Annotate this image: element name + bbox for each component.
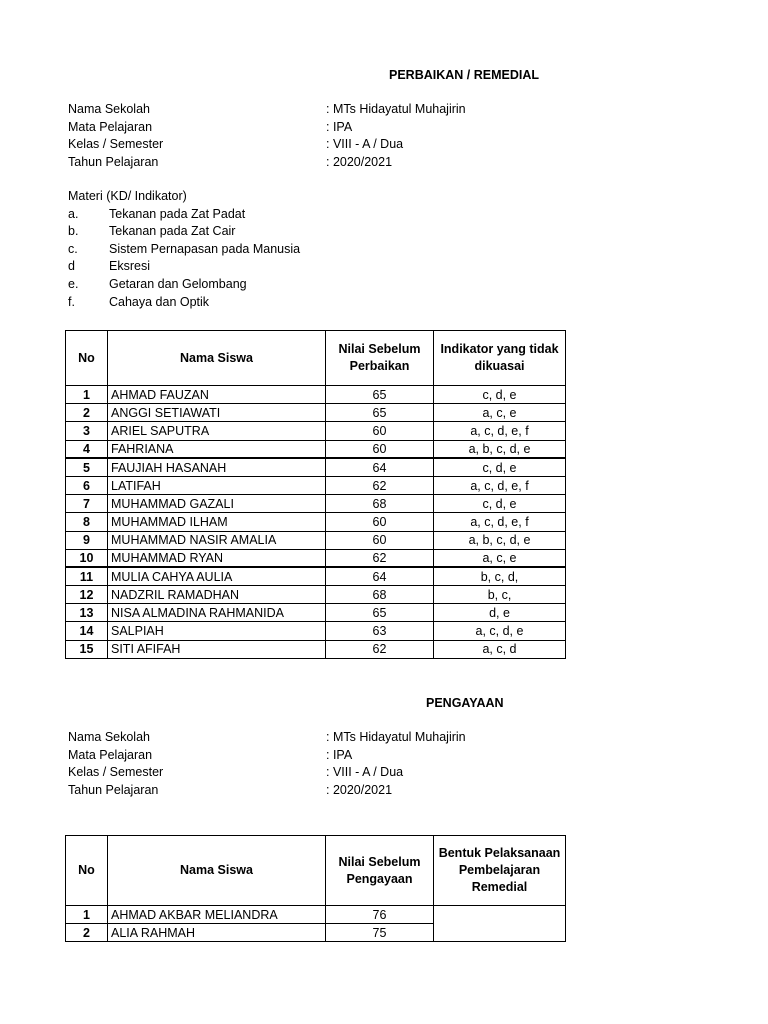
row-indikator: a, c, d, e, f: [434, 476, 566, 494]
row-nilai: 65: [326, 404, 434, 422]
row-no: 12: [66, 586, 108, 604]
row-nama: ANGGI SETIAWATI: [108, 404, 326, 422]
info-row: [68, 137, 404, 155]
row-nama: FAHRIANA: [108, 440, 326, 458]
row-nilai: 64: [326, 567, 434, 585]
table-row: [66, 586, 566, 604]
row-indikator: a, c, e: [434, 549, 566, 567]
row-nilai: 63: [326, 622, 434, 640]
row-no: 11: [66, 567, 108, 585]
row-indikator: a, c, d, e, f: [434, 513, 566, 531]
info-row: [68, 765, 404, 783]
info-label: Tahun Pelajaran: [68, 154, 159, 169]
row-indikator: c, d, e: [434, 386, 566, 404]
row-indikator: a, b, c, d, e: [434, 440, 566, 458]
info-value: : IPA: [326, 747, 353, 762]
materi-letter: c.: [68, 241, 78, 256]
row-no: 1: [66, 906, 108, 924]
row-nama: SITI AFIFAH: [108, 640, 326, 658]
materi-item: [68, 241, 301, 260]
table-row: [66, 531, 566, 549]
header-indikator-line1: Indikator yang tidak: [440, 342, 559, 356]
row-nama: AHMAD FAUZAN: [108, 386, 326, 404]
info-row: [68, 782, 393, 801]
row-indikator: d, e: [434, 604, 566, 622]
row-nilai: 68: [326, 495, 434, 513]
materi-item: [68, 259, 187, 277]
row-nama: MUHAMMAD ILHAM: [108, 513, 326, 531]
info-row: [68, 747, 353, 766]
row-indikator: c, d, e: [434, 458, 566, 476]
row-nilai: 62: [326, 549, 434, 567]
row-nilai: 60: [326, 531, 434, 549]
row-bentuk: [434, 924, 566, 942]
header-bentuk: [434, 836, 566, 906]
row-no: 2: [66, 924, 108, 942]
row-no: 3: [66, 422, 108, 440]
row-no: 7: [66, 495, 108, 513]
row-no: 10: [66, 549, 108, 567]
row-nama: MUHAMMAD GAZALI: [108, 495, 326, 513]
table-header-row: [66, 836, 566, 906]
materi-item: [68, 276, 247, 295]
remedial-info: [68, 102, 466, 172]
row-nama: NISA ALMADINA RAHMANIDA: [108, 604, 326, 622]
materi-text: Sistem Pernapasan pada Manusia: [109, 241, 301, 256]
header-indikator: [434, 331, 566, 386]
header-bentuk-line1: Bentuk Pelaksanaan: [438, 846, 561, 860]
materi-text: Eksresi: [109, 259, 150, 274]
materi-letter: d: [68, 259, 75, 274]
table-row: [66, 513, 566, 531]
header-nilai-line1: Nilai Sebelum: [338, 342, 421, 356]
materi-letter: a.: [68, 206, 79, 221]
row-no: 13: [66, 604, 108, 622]
header-nilai: [326, 331, 434, 386]
info-row: [68, 102, 466, 120]
header-no: No: [66, 836, 108, 906]
row-nama: AHMAD AKBAR MELIANDRA: [108, 906, 326, 924]
table-row: [66, 604, 566, 622]
row-no: 4: [66, 440, 108, 458]
row-no: 15: [66, 640, 108, 658]
table-row: [66, 622, 566, 640]
row-no: 1: [66, 386, 108, 404]
header-nilai-line1: Nilai Sebelum: [338, 854, 421, 869]
remedial-title: PERBAIKAN / REMEDIAL: [389, 68, 540, 82]
info-label: Mata Pelajaran: [68, 747, 153, 762]
materi-item: [68, 206, 246, 225]
info-value: : IPA: [326, 119, 353, 134]
info-row: [68, 730, 466, 748]
info-label: Kelas / Semester: [68, 765, 164, 780]
materi-letter: b.: [68, 224, 79, 239]
row-nama: NADZRIL RAMADHAN: [108, 586, 326, 604]
row-no: 9: [66, 531, 108, 549]
info-value: : VIII - A / Dua: [326, 137, 404, 152]
row-nama: MUHAMMAD RYAN: [108, 549, 326, 567]
row-indikator: b, c, d,: [434, 567, 566, 585]
row-indikator: c, d, e: [434, 495, 566, 513]
row-nilai: 60: [326, 440, 434, 458]
row-no: 2: [66, 404, 108, 422]
row-bentuk: [434, 906, 566, 924]
row-no: 5: [66, 458, 108, 476]
row-nama: FAUJIAH HASANAH: [108, 458, 326, 476]
row-nilai: 65: [326, 386, 434, 404]
row-no: 14: [66, 622, 108, 640]
materi-text: Tekanan pada Zat Cair: [109, 224, 236, 239]
row-indikator: b, c,: [434, 586, 566, 604]
info-row: [68, 154, 393, 173]
row-nilai: 60: [326, 422, 434, 440]
pengayaan-table: [65, 835, 566, 942]
row-nama: ARIEL SAPUTRA: [108, 422, 326, 440]
materi-text: Tekanan pada Zat Padat: [109, 206, 246, 221]
info-value: : 2020/2021: [326, 782, 393, 797]
info-label: Mata Pelajaran: [68, 119, 153, 134]
info-label: Nama Sekolah: [68, 730, 150, 744]
row-nilai: 62: [326, 640, 434, 658]
info-value: : MTs Hidayatul Muhajirin: [326, 102, 466, 116]
page-bottom-blank: [0, 942, 768, 1024]
table-row: [66, 440, 566, 458]
table-row: [66, 906, 566, 924]
materi-item: [68, 224, 236, 242]
table-row: [66, 476, 566, 494]
materi-letter: f.: [68, 294, 75, 309]
row-nilai: 68: [326, 586, 434, 604]
info-value: : 2020/2021: [326, 154, 393, 169]
info-value: : MTs Hidayatul Muhajirin: [326, 730, 466, 744]
table-row: [66, 495, 566, 513]
table-row: [66, 386, 566, 404]
row-indikator: a, c, d: [434, 640, 566, 658]
pengayaan-info: [68, 730, 466, 800]
row-nama: SALPIAH: [108, 622, 326, 640]
row-indikator: a, c, e: [434, 404, 566, 422]
table-row: [66, 567, 566, 585]
table-row: [66, 924, 566, 942]
row-nama: MUHAMMAD NASIR AMALIA: [108, 531, 326, 549]
materi-heading: Materi (KD/ Indikator): [68, 189, 187, 203]
row-nama: LATIFAH: [108, 476, 326, 494]
table-row: [66, 422, 566, 440]
table-header-row: [66, 331, 566, 386]
row-no: 8: [66, 513, 108, 531]
info-label: Nama Sekolah: [68, 102, 150, 116]
info-label: Tahun Pelajaran: [68, 782, 159, 797]
info-row: [68, 119, 353, 138]
info-label: Kelas / Semester: [68, 137, 164, 152]
row-nilai: 75: [326, 924, 434, 942]
row-nama: ALIA RAHMAH: [108, 924, 326, 942]
header-nilai-line2: Pengayaan: [346, 871, 413, 886]
header-nama-siswa: Nama Siswa: [108, 331, 326, 386]
remedial-table: [65, 330, 566, 659]
header-indikator-line2: dikuasai: [474, 359, 525, 373]
row-nilai: 60: [326, 513, 434, 531]
materi-letter: e.: [68, 276, 79, 291]
row-nama: MULIA CAHYA AULIA: [108, 567, 326, 585]
table-row: [66, 404, 566, 422]
header-nilai: [326, 836, 434, 906]
header-bentuk-line3: Remedial: [471, 880, 528, 894]
row-indikator: a, c, d, e: [434, 622, 566, 640]
materi-item: [68, 294, 210, 313]
info-value: : VIII - A / Dua: [326, 765, 404, 780]
row-nilai: 65: [326, 604, 434, 622]
materi-text: Getaran dan Gelombang: [109, 276, 247, 291]
row-nilai: 76: [326, 906, 434, 924]
table-row: [66, 458, 566, 476]
table-row: [66, 640, 566, 658]
table-row: [66, 549, 566, 567]
materi-text: Cahaya dan Optik: [109, 294, 210, 309]
row-indikator: a, b, c, d, e: [434, 531, 566, 549]
header-nama-siswa: Nama Siswa: [108, 836, 326, 906]
row-nilai: 62: [326, 476, 434, 494]
materi-list: [68, 189, 301, 312]
row-no: 6: [66, 476, 108, 494]
header-no: No: [66, 331, 108, 386]
header-bentuk-line2: Pembelajaran: [458, 863, 541, 877]
row-indikator: a, c, d, e, f: [434, 422, 566, 440]
header-nilai-line2: Perbaikan: [349, 359, 410, 373]
row-nilai: 64: [326, 458, 434, 476]
pengayaan-title: PENGAYAAN: [426, 696, 504, 710]
